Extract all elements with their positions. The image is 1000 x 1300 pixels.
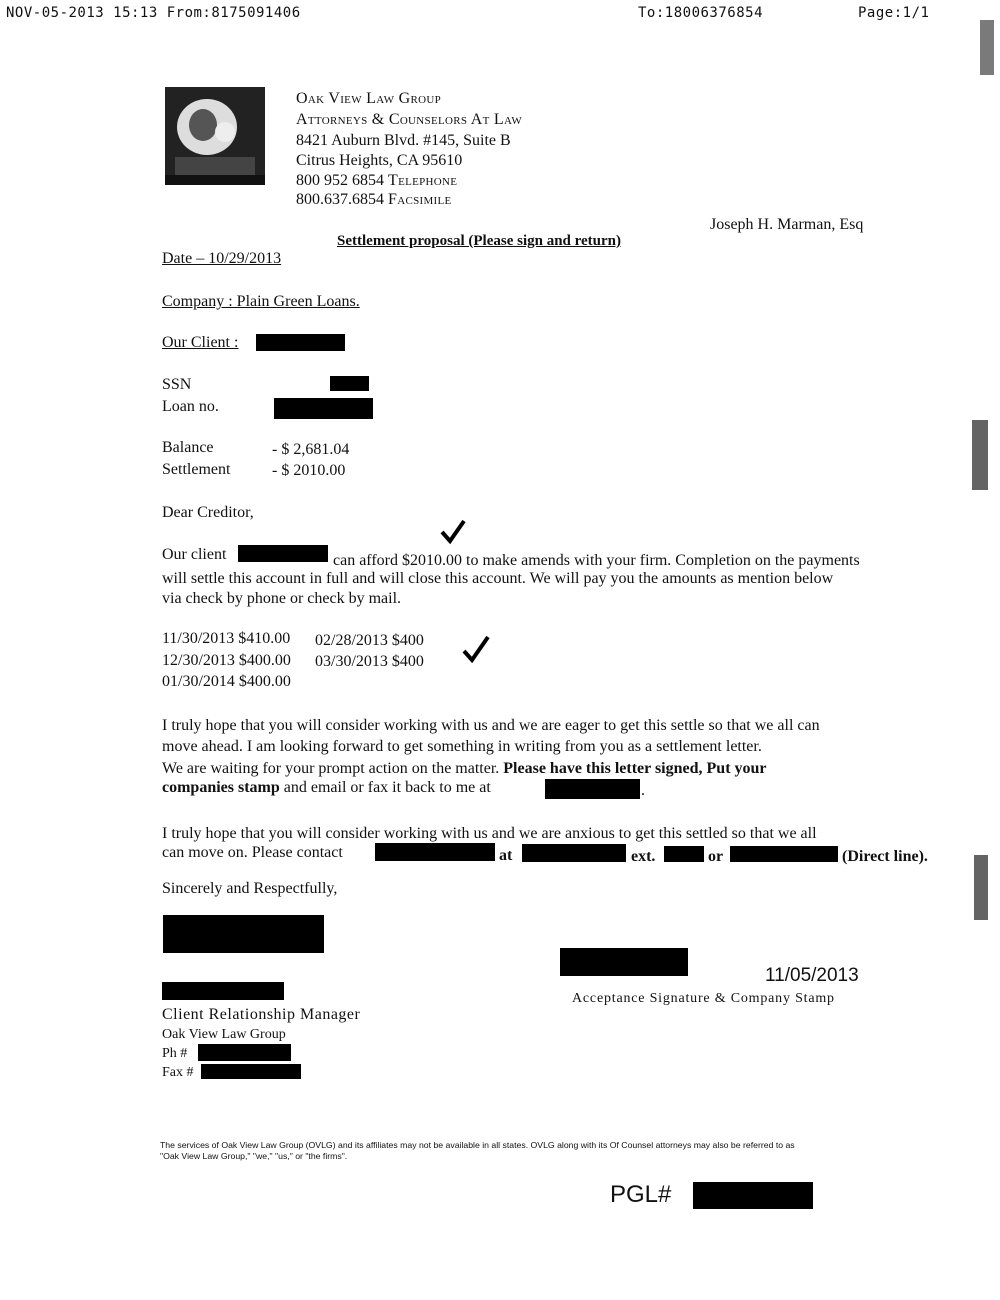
payment-col2-row2: 03/30/2013 $400 bbox=[315, 653, 424, 670]
loan-label: Loan no. bbox=[162, 398, 219, 415]
phone-number: 800 952 6854 bbox=[296, 172, 384, 189]
balance-label: Balance bbox=[162, 439, 214, 456]
firm-logo bbox=[165, 87, 265, 185]
para1-line3: via check by phone or check by mail. bbox=[162, 590, 402, 607]
payment-col2-row1: 02/28/2013 $400 bbox=[315, 632, 424, 649]
fax-header-page: Page:1/1 bbox=[858, 5, 930, 21]
para3-direct: (Direct line). bbox=[842, 848, 928, 865]
acceptance-label: Acceptance Signature & Company Stamp bbox=[572, 991, 835, 1006]
payment-col1-row2: 12/30/2013 $400.00 bbox=[162, 652, 291, 669]
document-title: Settlement proposal (Please sign and return) bbox=[337, 233, 622, 249]
fax-number: 800.637.6854 bbox=[296, 191, 384, 208]
ssn-label: SSN bbox=[162, 376, 192, 393]
redaction-signer-fax bbox=[201, 1064, 301, 1079]
para1-lead: Our client bbox=[162, 546, 227, 563]
check-mark-icon bbox=[462, 635, 490, 663]
para1-line2: will settle this account in full and will close this account. We will pay you the amounts as mention below bbox=[162, 570, 834, 587]
para3-at: at bbox=[499, 847, 513, 864]
fax-label: Facsimile bbox=[388, 191, 452, 208]
settlement-value: - $ 2010.00 bbox=[272, 462, 346, 479]
salutation: Dear Creditor, bbox=[162, 504, 254, 521]
attorney-name: Joseph H. Marman, Esq bbox=[710, 216, 864, 233]
redaction-contact-phone bbox=[522, 844, 626, 862]
para2-line2: move ahead. I am looking forward to get something in writing from you as a settlement letter. bbox=[162, 738, 762, 755]
para1-line1 bbox=[162, 545, 226, 565]
redaction-pgl-number bbox=[693, 1182, 813, 1209]
para3-line1: I truly hope that you will consider working with us and we are anxious to get this settled so that we all bbox=[162, 825, 817, 842]
redaction-ext bbox=[664, 846, 704, 862]
para3-line2-lead: can move on. Please contact bbox=[162, 844, 343, 861]
para2-line4 bbox=[162, 778, 491, 798]
redaction-ssn bbox=[330, 376, 369, 391]
para2-line4-bold: companies stamp bbox=[162, 779, 280, 796]
redaction-contact-name bbox=[375, 843, 495, 861]
payment-col1-row1: 11/30/2013 $410.00 bbox=[162, 630, 291, 647]
para3-or: or bbox=[708, 848, 724, 865]
fax-header-left: NOV-05-2013 15:13 From:8175091406 bbox=[6, 5, 301, 21]
para2-line4-end: . bbox=[641, 782, 645, 799]
para1-rest: can afford $2010.00 to make amends with your firm. Completion on the payments bbox=[333, 552, 860, 569]
phone-line bbox=[296, 171, 457, 191]
redaction-client-name-2 bbox=[238, 545, 328, 562]
redaction-signer-name bbox=[162, 982, 284, 1000]
fax-header-to: To:18006376854 bbox=[638, 5, 764, 21]
logo-image bbox=[165, 87, 265, 185]
para2-line3 bbox=[162, 759, 767, 779]
redaction-client-name bbox=[256, 334, 345, 351]
address-line-2: Citrus Heights, CA 95610 bbox=[296, 152, 463, 169]
disclaimer-line-2: "Oak View Law Group," "we," "us," or "the firms". bbox=[160, 1151, 348, 1161]
scan-noise bbox=[972, 420, 988, 490]
firm-tagline: Attorneys & Counselors At Law bbox=[296, 111, 523, 128]
para3-ext: ext. bbox=[631, 848, 656, 865]
fax-label-signer: Fax # bbox=[162, 1065, 194, 1080]
para2-line1: I truly hope that you will consider working with us and we are eager to get this settle so that we all can bbox=[162, 717, 820, 734]
para2-line3-plain: We are waiting for your prompt action on the matter. bbox=[162, 760, 500, 777]
redaction-email bbox=[545, 779, 640, 799]
address-line-1: 8421 Auburn Blvd. #145, Suite B bbox=[296, 132, 511, 149]
redaction-direct-line bbox=[730, 846, 838, 862]
client-label: Our Client : bbox=[162, 334, 239, 351]
redaction-loan-number bbox=[274, 398, 373, 419]
closing: Sincerely and Respectfully, bbox=[162, 880, 338, 897]
check-mark-icon bbox=[440, 519, 466, 545]
firm-name: Oak View Law Group bbox=[296, 90, 441, 107]
scan-noise bbox=[980, 20, 994, 75]
para2-line4-plain: and email or fax it back to me at bbox=[283, 779, 491, 796]
acceptance-date: 11/05/2013 bbox=[765, 965, 859, 986]
disclaimer-line-1: The services of Oak View Law Group (OVLG) and its affiliates may not be available in all states. OVLG along with its Of Counsel attorneys may also be referred to as bbox=[160, 1140, 795, 1150]
scan-noise bbox=[974, 855, 988, 920]
balance-value: - $ 2,681.04 bbox=[272, 441, 350, 458]
redaction-signature bbox=[163, 915, 324, 953]
ph-label: Ph # bbox=[162, 1046, 188, 1061]
para2-line3-bold: Please have this letter signed, Put your bbox=[503, 760, 767, 777]
redaction-acceptance-signature bbox=[560, 948, 688, 976]
signer-firm: Oak View Law Group bbox=[162, 1027, 286, 1042]
date-line: Date – 10/29/2013 bbox=[162, 250, 282, 267]
settlement-label: Settlement bbox=[162, 461, 231, 478]
redaction-signer-phone bbox=[198, 1044, 291, 1061]
phone-label: Telephone bbox=[388, 172, 458, 189]
signer-role: Client Relationship Manager bbox=[162, 1006, 361, 1023]
fax-line bbox=[296, 190, 452, 210]
pgl-label: PGL# bbox=[610, 1181, 672, 1208]
payment-col1-row3: 01/30/2014 $400.00 bbox=[162, 673, 291, 690]
company-line: Company : Plain Green Loans. bbox=[162, 293, 360, 310]
